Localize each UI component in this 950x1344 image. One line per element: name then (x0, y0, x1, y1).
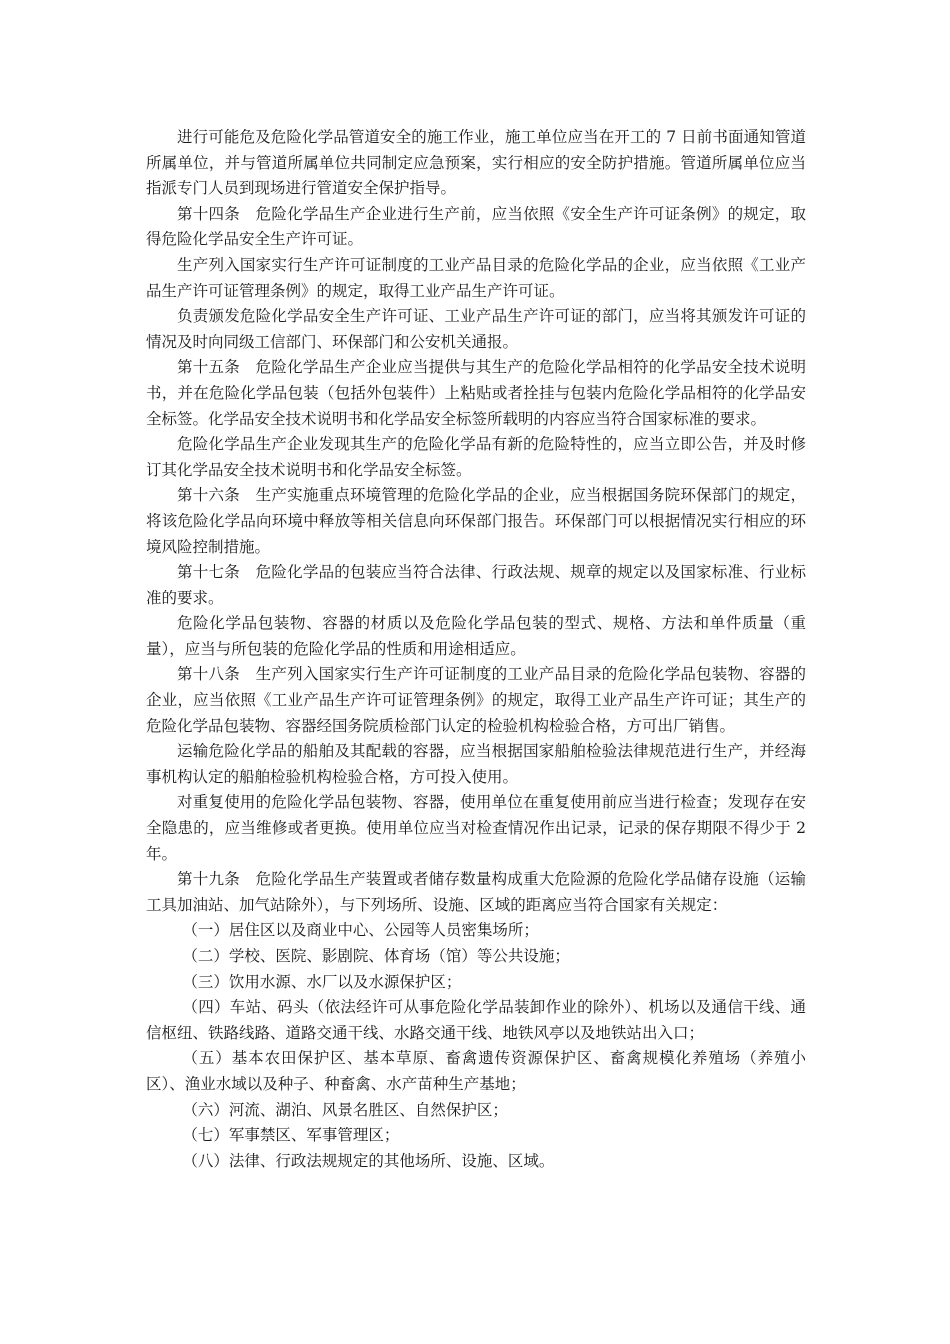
document-body (146, 125, 806, 1174)
paragraph-article-16: 第十六条 生产实施重点环境管理的危险化学品的企业，应当根据国务院环保部门的规定，将该危险化学品向环境中释放等相关信息向环保部门报告。环保部门可以根据情况实行相应的环境风险控制措施。 (146, 486, 806, 556)
paragraph-article-18-reuse: 对重复使用的危险化学品包装物、容器，使用单位在重复使用前应当进行检查；发现存在安全隐患的，应当维修或者更换。使用单位应当对检查情况作出记录，记录的保存期限不得少于 2 年。 (146, 793, 806, 863)
paragraph-article-14-notification: 负责颁发危险化学品安全生产许可证、工业产品生产许可证的部门，应当将其颁发许可证的情况及时向同级工信部门、环保部门和公安机关通报。 (146, 307, 806, 351)
paragraph-article-14: 第十四条 危险化学品生产企业进行生产前，应当依照《安全生产许可证条例》的规定，取得危险化学品安全生产许可证。 (146, 204, 806, 249)
list-item-8: （八）法律、行政法规规定的其他场所、设施、区域。 (182, 1151, 555, 1170)
paragraph-article-18-ships: 运输危险化学品的船舶及其配载的容器，应当根据国家船舶检验法律规范进行生产，并经海事机构认定的船舶检验机构检验合格，方可投入使用。 (146, 742, 806, 786)
paragraph-article-17-packaging: 危险化学品包装物、容器的材质以及危险化学品包装的型式、规格、方法和单件质量（重量），应当与所包装的危险化学品的性质和用途相适应。 (146, 614, 806, 658)
list-item-6: （六）河流、湖泊、风景名胜区、自然保护区； (182, 1100, 508, 1119)
paragraph-article-14-industrial-license: 生产列入国家实行生产许可证制度的工业产品目录的危险化学品的企业，应当依照《工业产品生产许可证管理条例》的规定，取得工业产品生产许可证。 (146, 255, 806, 300)
paragraph-article-15-new-hazard: 危险化学品生产企业发现其生产的危险化学品有新的危险特性的，应当立即公告，并及时修订其化学品安全技术说明书和化学品安全标签。 (146, 435, 806, 479)
list-item-3: （三）饮用水源、水厂以及水源保护区； (182, 972, 462, 991)
paragraph-article-15: 第十五条 危险化学品生产企业应当提供与其生产的危险化学品相符的化学品安全技术说明书，并在危险化学品包装（包括外包装件）上粘贴或者拴挂与包装内危险化学品相符的化学品安全标签。化学品安全技术说明书和化学品安全标签所载明的内容应当符合国家标准的要求。 (146, 358, 806, 428)
list-item-1: （一）居住区以及商业中心、公园等人员密集场所； (182, 921, 539, 940)
list-item-4: （四）车站、码头（依法经许可从事危险化学品装卸作业的除外）、机场以及通信干线、通信枢纽、铁路线路、道路交通干线、水路交通干线、地铁风亭以及地铁站出入口； (146, 998, 806, 1042)
list-item-5: （五）基本农田保护区、基本草原、畜禽遗传资源保护区、畜禽规模化养殖场（养殖小区）、渔业水域以及种子、种畜禽、水产苗种生产基地； (146, 1049, 806, 1093)
paragraph-article-18: 第十八条 生产列入国家实行生产许可证制度的工业产品目录的危险化学品包装物、容器的企业，应当依照《工业产品生产许可证管理条例》的规定，取得工业产品生产许可证；其生产的危险化学品包装物、容器经国务院质检部门认定的检验机构检验合格，方可出厂销售。 (146, 665, 806, 735)
paragraph-pipeline-construction: 进行可能危及危险化学品管道安全的施工作业，施工单位应当在开工的 7 日前书面通知管道所属单位，并与管道所属单位共同制定应急预案，实行相应的安全防护措施。管道所属单位应当指派专门人员到现场进行管道安全保护指导。 (146, 128, 806, 198)
paragraph-article-17: 第十七条 危险化学品的包装应当符合法律、行政法规、规章的规定以及国家标准、行业标准的要求。 (146, 563, 806, 607)
list-item-7: （七）军事禁区、军事管理区； (182, 1126, 400, 1145)
list-item-2: （二）学校、医院、影剧院、体育场（馆）等公共设施； (182, 947, 570, 965)
paragraph-article-19: 第十九条 危险化学品生产装置或者储存数量构成重大危险源的危险化学品储存设施（运输工具加油站、加气站除外），与下列场所、设施、区域的距离应当符合国家有关规定： (146, 870, 806, 914)
